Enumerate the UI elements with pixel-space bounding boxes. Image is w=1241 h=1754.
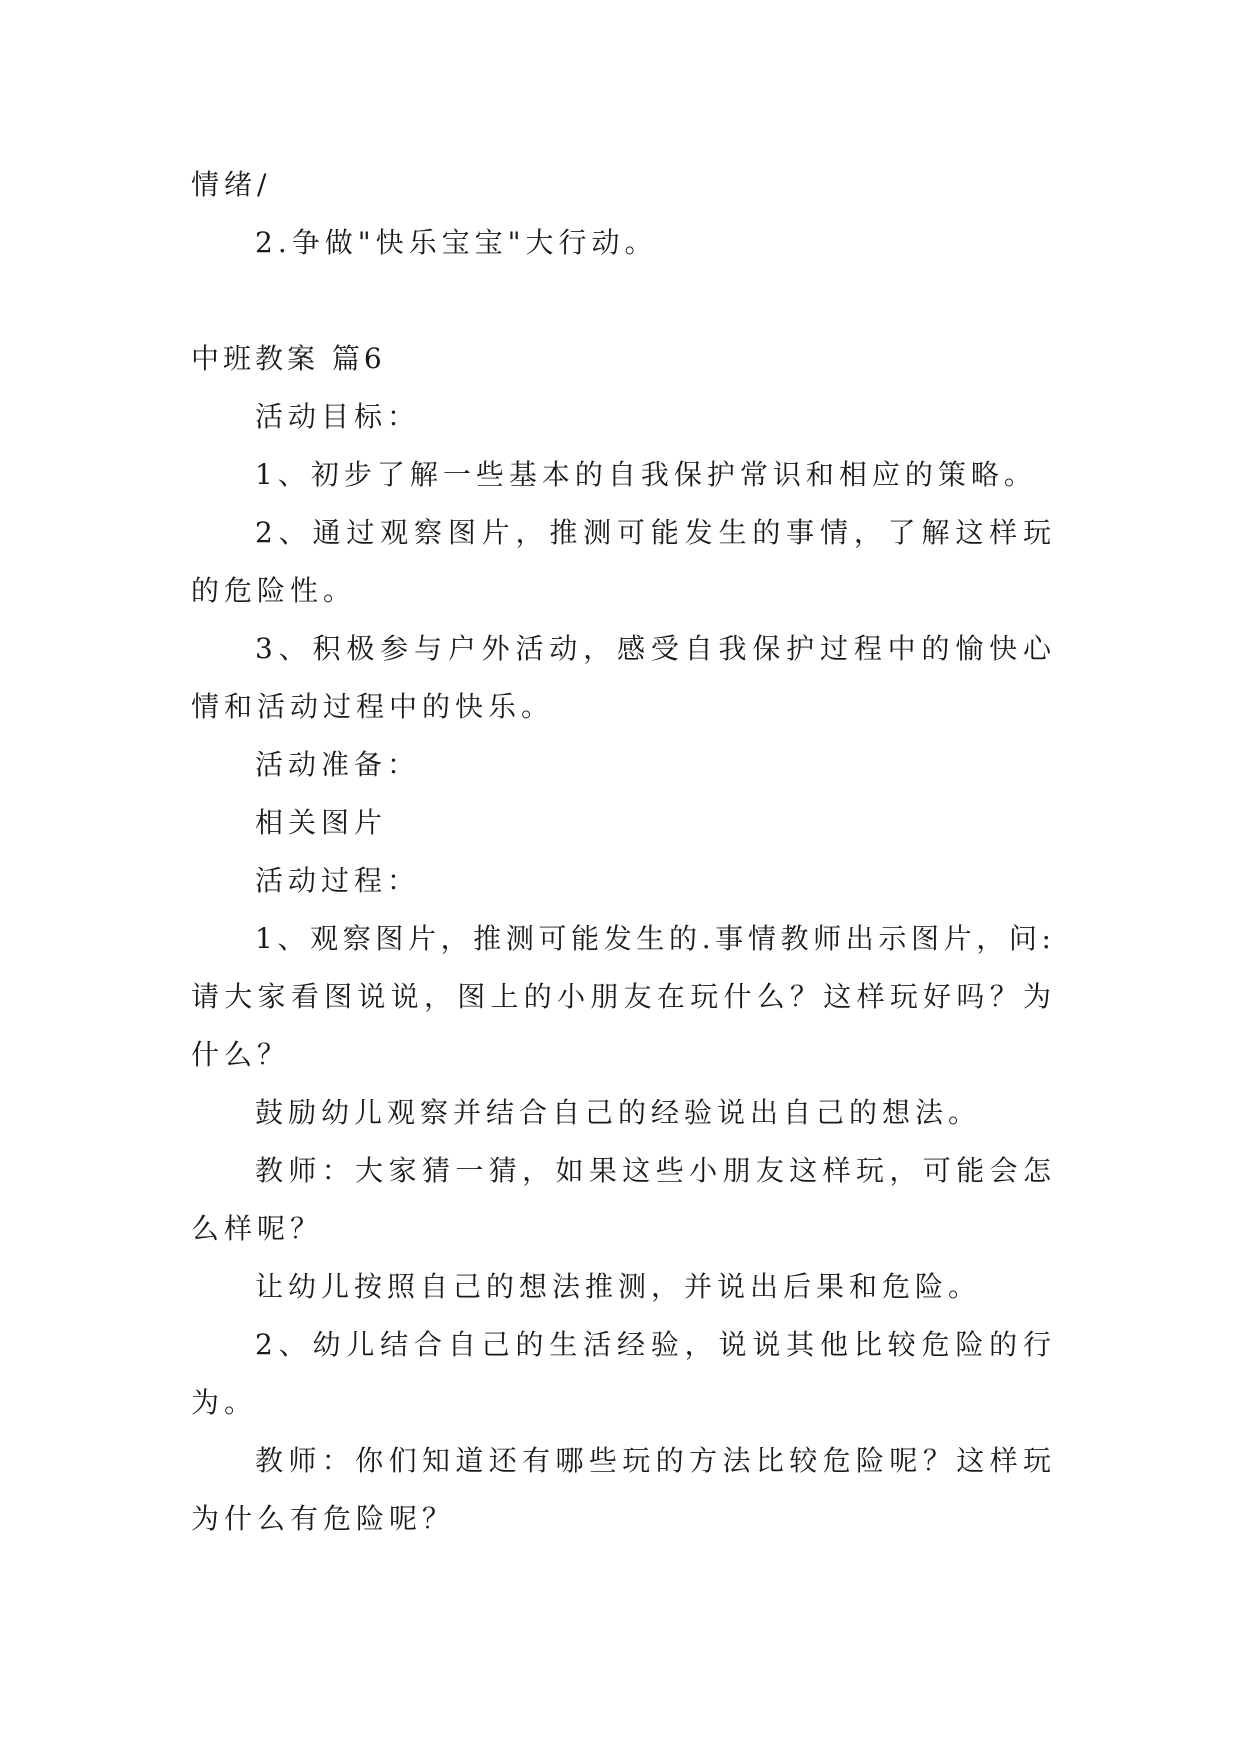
text-line: 教师：大家猜一猜，如果这些小朋友这样玩，可能会怎 <box>255 1154 1051 1187</box>
text-line: 么样呢？ <box>191 1212 324 1245</box>
text-line: 情和活动过程中的快乐。 <box>191 690 555 723</box>
text-line: 请大家看图说说，图上的小朋友在玩什么？这样玩好吗？为 <box>191 980 1051 1013</box>
text-line: 2、通过观察图片，推测可能发生的事情，了解这样玩 <box>255 516 1051 549</box>
text-line: 教师：你们知道还有哪些玩的方法比较危险呢？这样玩 <box>255 1444 1051 1477</box>
text-line: 1、初步了解一些基本的自我保护常识和相应的策略。 <box>255 458 1037 491</box>
section-heading: 中班教案 篇6 <box>191 342 386 375</box>
text-line: 相关图片 <box>255 806 388 839</box>
text-line: 的危险性。 <box>191 574 357 607</box>
text-line: 为什么有危险呢？ <box>191 1502 456 1535</box>
text-line: 活动准备： <box>255 748 421 781</box>
text-line: 3、积极参与户外活动，感受自我保护过程中的愉快心 <box>255 632 1051 665</box>
text-line: 2、幼儿结合自己的生活经验，说说其他比较危险的行 <box>255 1328 1051 1361</box>
text-line: 让幼儿按照自己的想法推测，并说出后果和危险。 <box>255 1270 982 1303</box>
text-line: 1、观察图片，推测可能发生的.事情教师出示图片，问: <box>255 922 1051 955</box>
text-line: 情绪/ <box>191 168 272 201</box>
text-line: 什么？ <box>191 1038 291 1071</box>
text-line: 活动目标： <box>255 400 421 433</box>
text-line: 为。 <box>191 1386 258 1419</box>
text-line: 鼓励幼儿观察并结合自己的经验说出自己的想法。 <box>255 1096 982 1129</box>
text-line: 活动过程： <box>255 864 421 897</box>
text-line: 2.争做"快乐宝宝"大行动。 <box>255 226 658 259</box>
